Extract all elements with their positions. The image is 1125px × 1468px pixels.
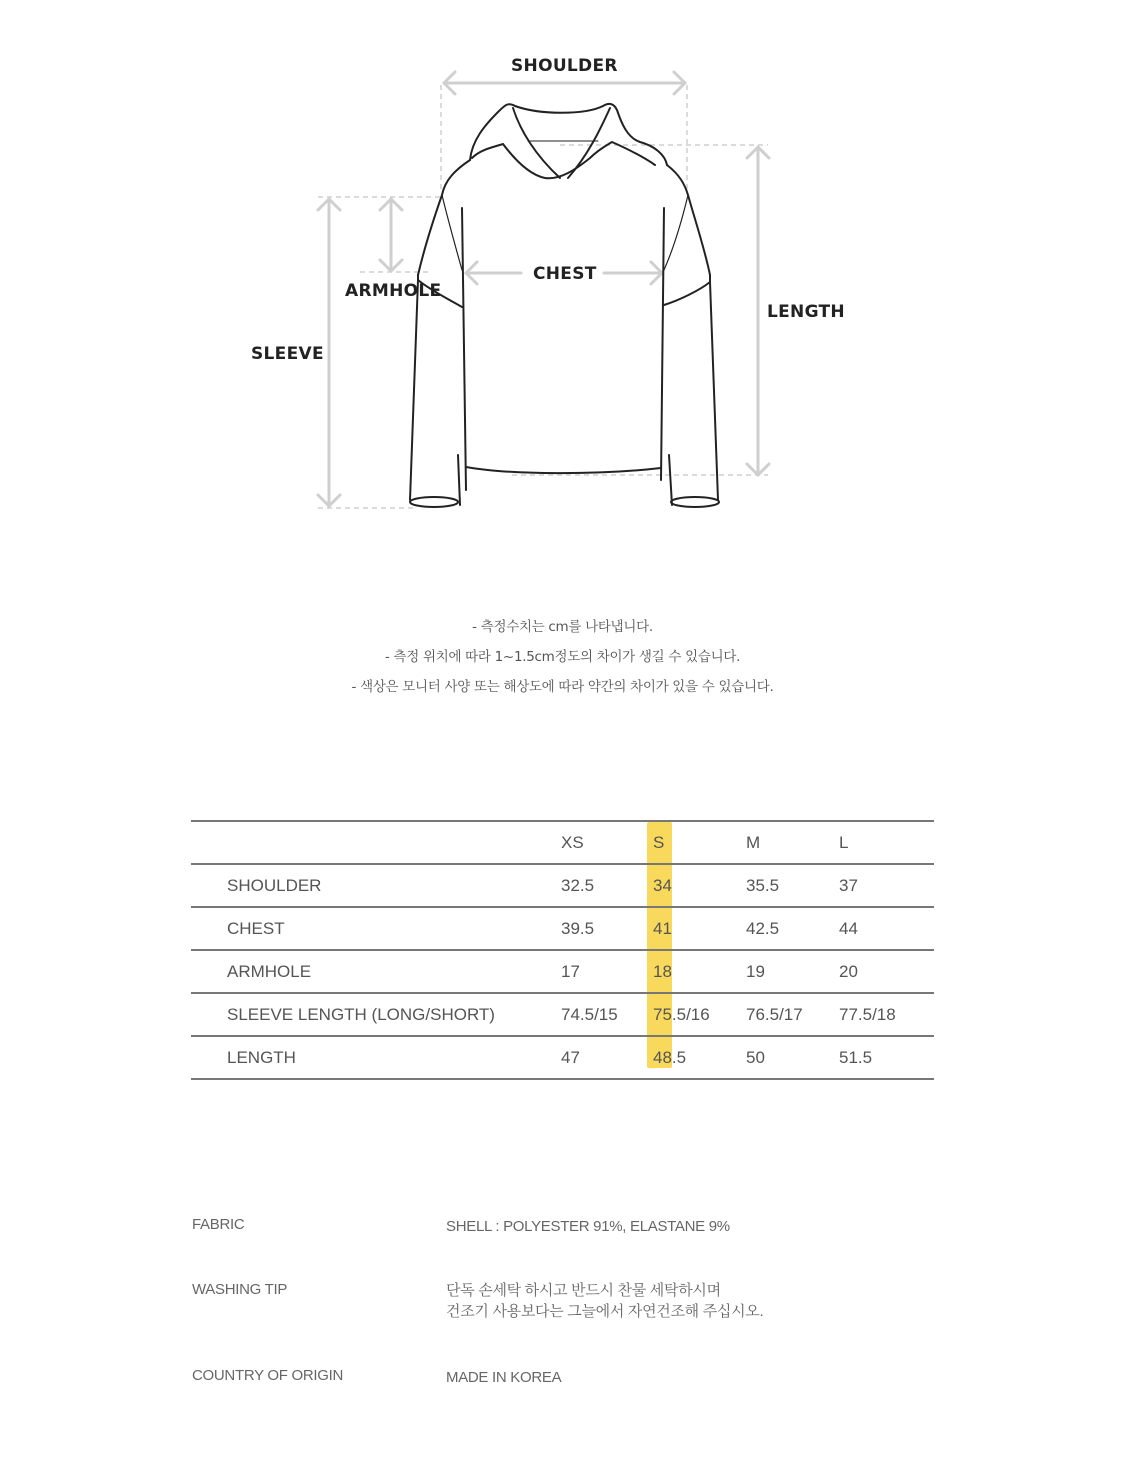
cell-xs: 74.5/15	[561, 993, 653, 1036]
note-line: - 측정 위치에 따라 1~1.5cm정도의 차이가 생길 수 있습니다.	[384, 649, 741, 665]
cell-s: 48.5	[653, 1036, 746, 1079]
origin-label: COUNTRY OF ORIGIN	[192, 1367, 344, 1384]
cell-xs: 39.5	[561, 907, 653, 950]
table-row	[191, 1036, 934, 1079]
washing-tip-value	[446, 1280, 763, 1322]
table-row	[191, 864, 934, 907]
fabric-value: SHELL : POLYESTER 91%, ELASTANE 9%	[446, 1218, 730, 1235]
row-label: ARMHOLE	[191, 950, 561, 993]
table-row	[191, 950, 934, 993]
measurement-diagram	[0, 0, 1125, 540]
note-line: - 측정수치는 cm를 나타냅니다.	[472, 619, 653, 635]
shoulder-label: SHOULDER	[511, 56, 618, 76]
cell-m: 76.5/17	[746, 993, 839, 1036]
cell-m: 50	[746, 1036, 839, 1079]
header-l: L	[839, 821, 934, 864]
washing-tip-label: WASHING TIP	[192, 1281, 288, 1298]
cell-l: 44	[839, 907, 934, 950]
cell-l: 37	[839, 864, 934, 907]
cell-m: 42.5	[746, 907, 839, 950]
cell-s: 18	[653, 950, 746, 993]
length-label: LENGTH	[767, 302, 845, 322]
armhole-label: ARMHOLE	[345, 281, 442, 301]
washing-tip-line: 건조기 사용보다는 그늘에서 자연건조해 주십시오.	[446, 1303, 764, 1320]
cell-s: 34	[653, 864, 746, 907]
cell-s: 75.5/16	[653, 993, 746, 1036]
cell-xs: 32.5	[561, 864, 653, 907]
row-label: LENGTH	[191, 1036, 561, 1079]
measurement-notes	[0, 612, 1125, 702]
note-line: - 색상은 모니터 사양 또는 해상도에 따라 약간의 차이가 있을 수 있습니다.	[351, 679, 774, 695]
header-xs: XS	[561, 821, 653, 864]
washing-tip-line: 단독 손세탁 하시고 반드시 찬물 세탁하시며	[446, 1282, 721, 1299]
row-label: CHEST	[191, 907, 561, 950]
row-label: SHOULDER	[191, 864, 561, 907]
origin-value: MADE IN KOREA	[446, 1369, 562, 1386]
fabric-label: FABRIC	[192, 1216, 245, 1233]
header-s: S	[653, 821, 746, 864]
cell-l: 20	[839, 950, 934, 993]
header-m: M	[746, 821, 839, 864]
cell-l: 51.5	[839, 1036, 934, 1079]
row-label: SLEEVE LENGTH (LONG/SHORT)	[191, 993, 561, 1036]
header-empty	[191, 821, 561, 864]
cell-m: 35.5	[746, 864, 839, 907]
chest-label: CHEST	[533, 264, 597, 284]
table-row	[191, 993, 934, 1036]
cell-xs: 17	[561, 950, 653, 993]
cell-s: 41	[653, 907, 746, 950]
cell-l: 77.5/18	[839, 993, 934, 1036]
table-header-row	[191, 821, 934, 864]
size-table	[191, 820, 934, 1080]
sleeve-label: SLEEVE	[251, 344, 324, 364]
cell-xs: 47	[561, 1036, 653, 1079]
cell-m: 19	[746, 950, 839, 993]
table-row	[191, 907, 934, 950]
